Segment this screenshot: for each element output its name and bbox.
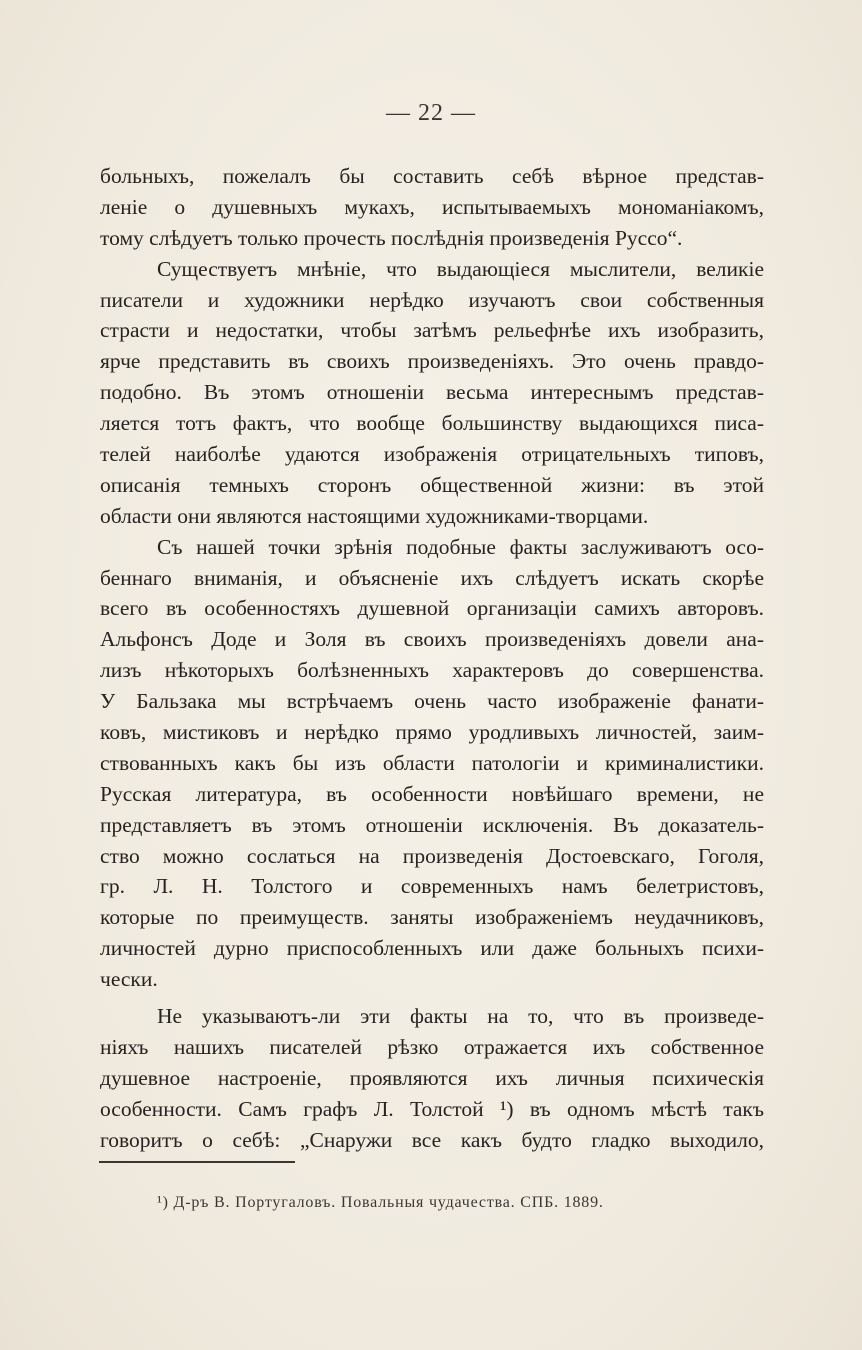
- text-line: которые по преимуществ. заняты изображеніемъ неудачниковъ,: [100, 905, 764, 930]
- text-line: тому слѣдуетъ только прочесть послѣднія произведенія Руссо“.: [100, 225, 683, 250]
- text-line: области они являются настоящими художниками-творцами.: [100, 503, 649, 528]
- text-line: Русская литература, въ особенности новѣйшаго времени, не: [100, 781, 764, 806]
- text-line: личностей дурно приспособленныхъ или даже больныхъ психи-: [100, 936, 764, 961]
- text-line: ковъ, мистиковъ и нерѣдко прямо уродливыхъ личностей, заим-: [100, 720, 764, 745]
- text-line: говоритъ о себѣ: „Снаружи все какъ будто гладко выходило,: [100, 1127, 764, 1152]
- text-line: Альфонсъ Доде и Золя въ своихъ произведеніяхъ довели ана-: [100, 627, 764, 652]
- text-line: ство можно сослаться на произведенія Достоевскаго, Гоголя,: [100, 843, 764, 868]
- text-line: леніе о душевныхъ мукахъ, испытываемыхъ мономаніакомъ,: [100, 194, 764, 219]
- paragraph-first-line: Существуетъ мнѣніе, что выдающіеся мыслители, великіе: [157, 256, 764, 281]
- text-line: страсти и недостатки, чтобы затѣмъ рельефнѣе ихъ изобразить,: [100, 318, 764, 343]
- paragraph-first-line: Не указываютъ-ли эти факты на то, что въ произведе-: [157, 1004, 764, 1029]
- page-number: — 22 —: [386, 100, 476, 126]
- text-line: гр. Л. Н. Толстого и современныхъ намъ белетристовъ,: [100, 874, 764, 899]
- text-line: телей наиболѣе удаются изображенія отрицательныхъ типовъ,: [100, 442, 764, 467]
- text-line: чески.: [100, 967, 158, 992]
- footnote: ¹) Д-ръ В. Португаловъ. Повальныя чудачества. СПБ. 1889.: [157, 1194, 604, 1211]
- text-line: описанія темныхъ сторонъ общественной жизни: въ этой: [100, 472, 764, 497]
- text-line: душевное настроеніе, проявляются ихъ личныя психическія: [100, 1065, 764, 1090]
- text-line: лизъ нѣкоторыхъ болѣзненныхъ характеровъ до совершенства.: [100, 658, 764, 683]
- text-line: У Бальзака мы встрѣчаемъ очень часто изображеніе фанати-: [100, 689, 764, 714]
- text-line: ярче представить въ своихъ произведеніяхъ. Это очень правдо-: [100, 349, 764, 374]
- text-line: подобно. Въ этомъ отношеніи весьма интереснымъ представ-: [100, 380, 764, 405]
- body-text: [100, 161, 764, 1156]
- text-line: беннаго вниманія, и объясненіе ихъ слѣдуетъ искать скорѣе: [100, 565, 764, 590]
- text-line: особенности. Самъ графъ Л. Толстой ¹) въ одномъ мѣстѣ такъ: [100, 1096, 764, 1121]
- footnote-rule: [99, 1161, 295, 1163]
- text-line: всего въ особенностяхъ душевной организаціи самихъ авторовъ.: [100, 596, 764, 621]
- text-line: ніяхъ нашихъ писателей рѣзко отражается ихъ собственное: [100, 1034, 764, 1059]
- paragraph-first-line: Съ нашей точки зрѣнія подобные факты заслуживаютъ осо-: [157, 534, 764, 559]
- text-line: ляется тотъ фактъ, что вообще большинству выдающихся писа-: [100, 411, 764, 436]
- text-line: писатели и художники нерѣдко изучаютъ свои собственныя: [100, 287, 764, 312]
- text-line: представляетъ въ этомъ отношеніи исключенія. Въ доказатель-: [100, 812, 764, 837]
- text-line: ствованныхъ какъ бы изъ области патологіи и криминалистики.: [100, 750, 764, 775]
- text-line: больныхъ, пожелалъ бы составить себѣ вѣрное представ-: [100, 164, 764, 188]
